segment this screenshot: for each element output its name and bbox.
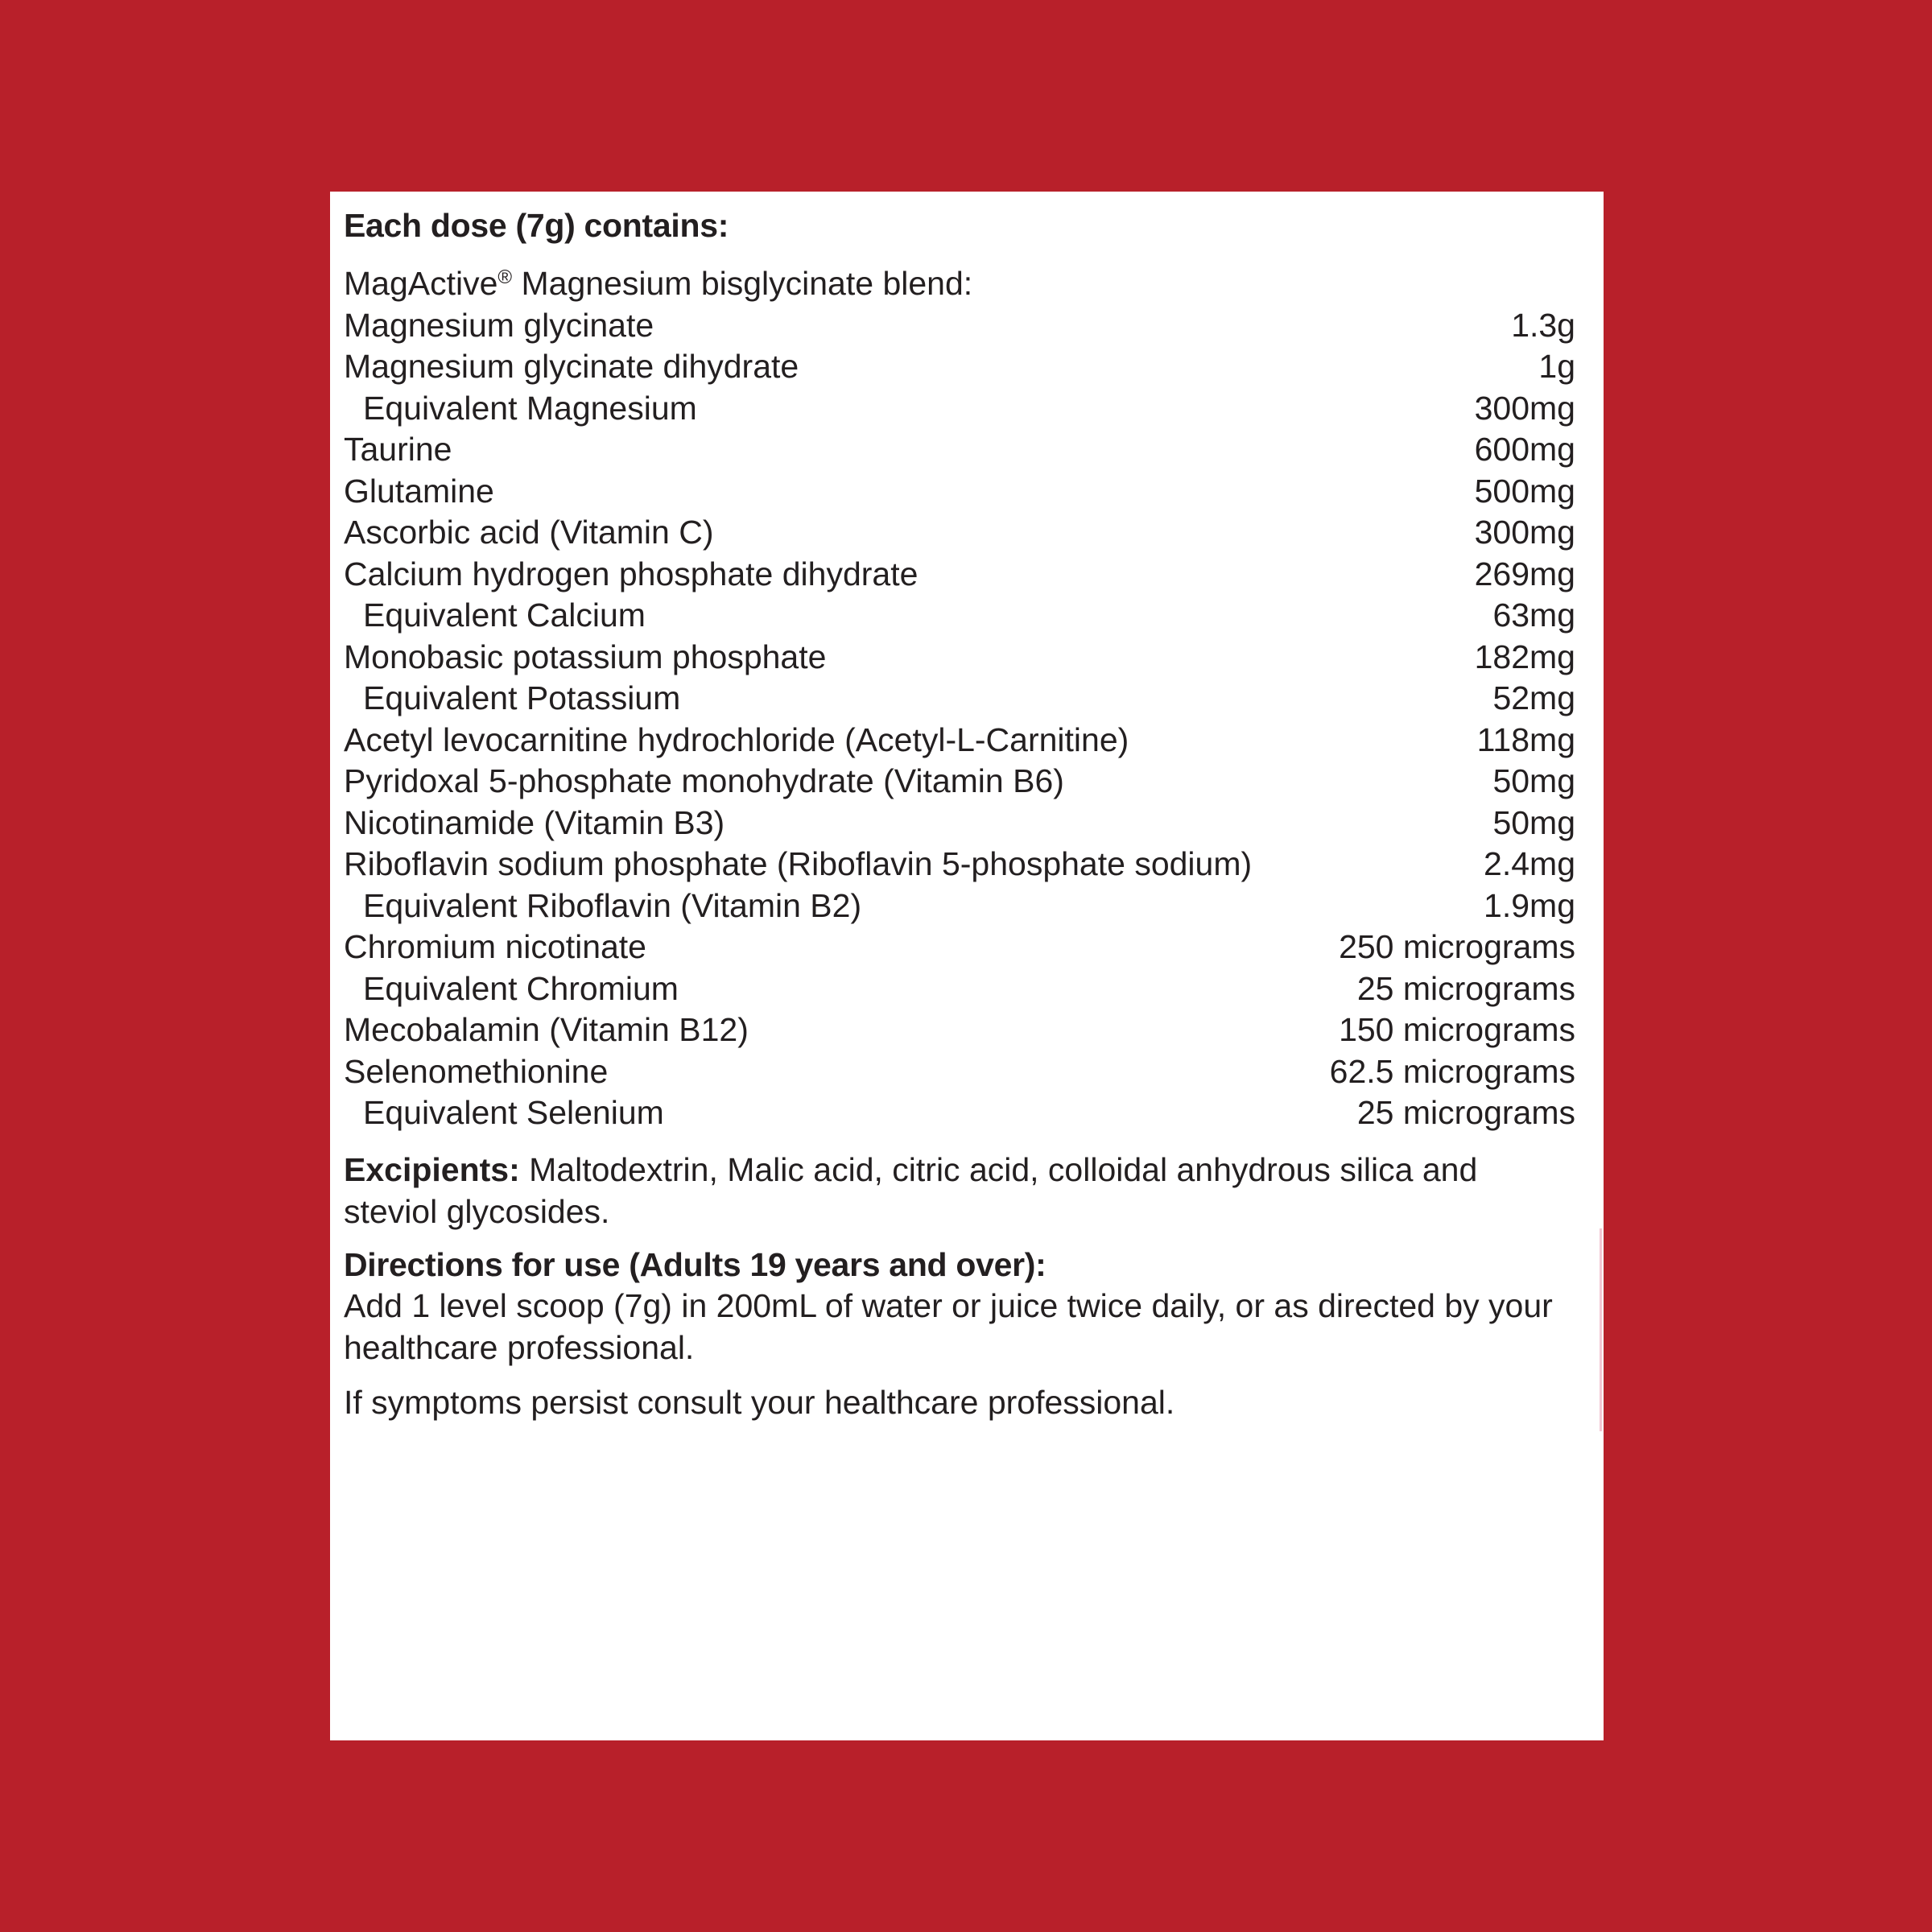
- ingredient-row-equivalent: [344, 1092, 1575, 1134]
- ingredient-row: [344, 1051, 1575, 1093]
- directions-heading: Directions for use (Adults 19 years and over):: [344, 1245, 1046, 1283]
- ingredient-amount: 118mg: [1476, 720, 1575, 758]
- directions-text: Add 1 level scoop (7g) in 200mL of water or juice twice daily, or as directed by your healthcare professional.: [344, 1286, 1553, 1366]
- ingredient-amount: 600mg: [1474, 431, 1575, 469]
- ingredient-name: Riboflavin sodium phosphate (Riboflavin 5-phosphate sodium): [344, 845, 1253, 883]
- ingredient-amount: 500mg: [1474, 472, 1575, 510]
- excipients-section: [344, 1149, 1575, 1232]
- ingredient-row: [344, 927, 1575, 968]
- ingredient-amount: 63mg: [1492, 597, 1575, 634]
- ingredient-amount: 2.4mg: [1484, 845, 1575, 883]
- warning-text: If symptoms persist consult your healthcare professional.: [344, 1383, 1175, 1421]
- ingredient-row-equivalent: [344, 388, 1575, 430]
- edge-mark: [1600, 1228, 1602, 1431]
- ingredient-name: Equivalent Potassium: [363, 679, 681, 717]
- ingredient-amount: 1g: [1538, 348, 1575, 386]
- ingredient-amount: 25 micrograms: [1356, 969, 1575, 1007]
- ingredient-row: [344, 346, 1575, 388]
- ingredient-amount: 1.9mg: [1484, 886, 1575, 924]
- ingredient-name: Equivalent Calcium: [363, 597, 646, 634]
- ingredient-amount: 182mg: [1474, 638, 1575, 675]
- ingredient-row: [344, 803, 1575, 844]
- ingredient-row: [344, 720, 1575, 762]
- ingredient-name: Taurine: [344, 431, 452, 469]
- directions-section: [344, 1245, 1575, 1368]
- ingredient-amount: 1.3g: [1511, 306, 1575, 344]
- ingredient-name: Equivalent Chromium: [363, 969, 679, 1007]
- ingredient-row: [344, 637, 1575, 679]
- ingredient-row: [344, 512, 1575, 554]
- excipients-text: Maltodextrin, Malic acid, citric acid, colloidal anhydrous silica and steviol glycosides.: [344, 1150, 1478, 1230]
- ingredient-amount: 50mg: [1492, 762, 1575, 800]
- ingredient-row-equivalent: [344, 886, 1575, 927]
- ingredient-row-equivalent: [344, 968, 1575, 1010]
- ingredient-amount: 300mg: [1474, 389, 1575, 427]
- dose-heading: Each dose (7g) contains:: [344, 207, 729, 244]
- ingredient-name: Acetyl levocarnitine hydrochloride (Acetyl-L-Carnitine): [344, 720, 1129, 758]
- excipients-label: Excipients:: [344, 1150, 520, 1188]
- blend-name: MagActive: [344, 265, 498, 303]
- ingredient-row: [344, 844, 1575, 886]
- ingredient-name: Glutamine: [344, 472, 494, 510]
- ingredient-row: [344, 1009, 1575, 1051]
- ingredient-row: [344, 305, 1575, 347]
- ingredient-amount: 50mg: [1492, 803, 1575, 841]
- label-panel: [330, 192, 1604, 1740]
- ingredient-name: Ascorbic acid (Vitamin C): [344, 514, 714, 551]
- ingredient-name: Monobasic potassium phosphate: [344, 638, 827, 675]
- ingredient-name: Equivalent Magnesium: [363, 389, 697, 427]
- ingredient-amount: 269mg: [1474, 555, 1575, 592]
- blend-title: [344, 263, 1575, 305]
- ingredient-row: [344, 554, 1575, 596]
- label-content: [344, 206, 1575, 1423]
- ingredient-amount: 62.5 micrograms: [1329, 1052, 1575, 1090]
- ingredient-name: Nicotinamide (Vitamin B3): [344, 803, 725, 841]
- ingredient-name: Magnesium glycinate dihydrate: [344, 348, 799, 386]
- ingredient-amount: 25 micrograms: [1356, 1094, 1575, 1132]
- blend-title-rest: Magnesium bisglycinate blend:: [512, 265, 973, 303]
- ingredient-name: Chromium nicotinate: [344, 928, 646, 966]
- ingredient-amount: 300mg: [1474, 514, 1575, 551]
- registered-mark: ®: [497, 266, 513, 289]
- ingredient-amount: 150 micrograms: [1339, 1011, 1575, 1049]
- ingredient-row: [344, 429, 1575, 471]
- ingredient-name: Equivalent Riboflavin (Vitamin B2): [363, 886, 862, 924]
- ingredient-name: Pyridoxal 5-phosphate monohydrate (Vitamin B6): [344, 762, 1064, 800]
- ingredient-name: Equivalent Selenium: [363, 1094, 664, 1132]
- ingredient-row-equivalent: [344, 595, 1575, 637]
- ingredient-row: [344, 471, 1575, 513]
- ingredient-name: Calcium hydrogen phosphate dihydrate: [344, 555, 919, 592]
- ingredient-list: [344, 305, 1575, 1134]
- ingredient-amount: 52mg: [1492, 679, 1575, 717]
- ingredient-row: [344, 761, 1575, 803]
- ingredient-name: Mecobalamin (Vitamin B12): [344, 1011, 749, 1049]
- ingredient-name: Selenomethionine: [344, 1052, 609, 1090]
- ingredient-row-equivalent: [344, 678, 1575, 720]
- ingredient-name: Magnesium glycinate: [344, 306, 654, 344]
- ingredient-amount: 250 micrograms: [1339, 928, 1575, 966]
